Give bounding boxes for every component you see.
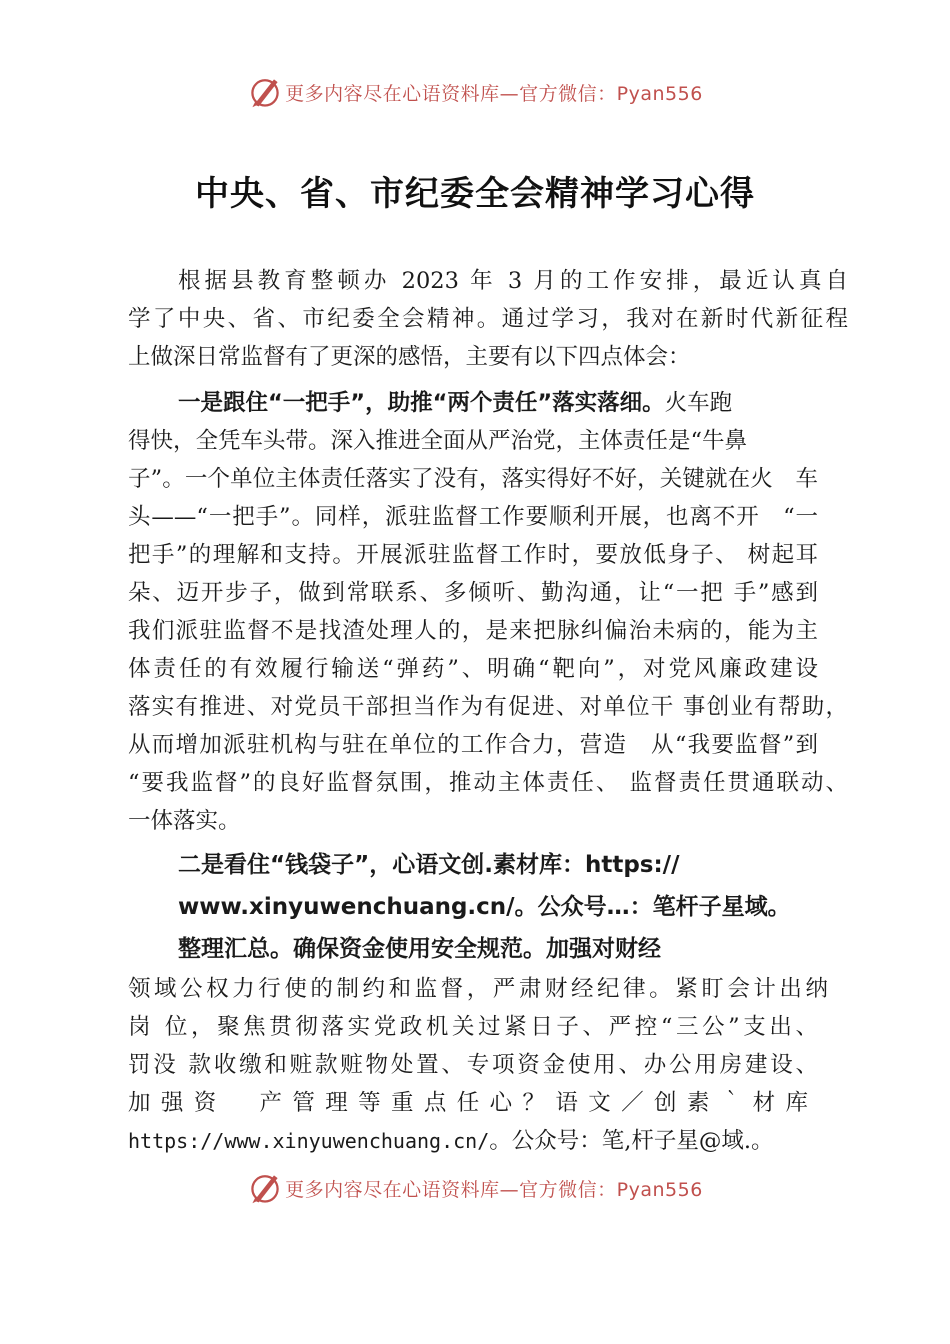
footer-banner [0, 1168, 950, 1208]
point1-line: 把手”的理解和支持。开展派驻监督工作时，要放低身子、 树起耳 [128, 542, 818, 568]
point2-bold-line: 二是看住“钱袋子”，心语文创.素材库：https:// [178, 852, 680, 878]
intro-line: 上做深日常监督有了更深的感悟，主要有以下四点体会： [128, 344, 691, 370]
point1-first-tail: 火车跑 [664, 390, 733, 416]
point2-url: https://www.xinyuwenchuang.cn/ [128, 1129, 490, 1153]
point2-paragraph [128, 844, 848, 1160]
point2-line: 岗 位，聚焦贯彻落实党政机关过紧日子、严控“三公”支出、 [128, 1014, 818, 1040]
point2-url-tail: 。公众号：笔,杆子星@域.。 [489, 1128, 774, 1154]
point2-url-line [128, 1122, 848, 1160]
point2-line: 领域公权力行使的制约和监督，严肃财经纪律。紧盯会计出纳 [128, 976, 828, 1002]
header-banner-text: 更多内容尽在心语资料库—官方微信：Pyan556 [285, 82, 703, 105]
point1-line: 我们派驻监督不是找渣处理人的，是来把脉纠偏治未病的，能为主 [128, 618, 818, 644]
point1-line: 子”。一个单位主体责任落实了没有，落实得好不好，关键就在火 车 [128, 466, 818, 492]
point1-line: 头——“一把手”。同样，派驻监督工作要顺利开展，也离不开 “一 [128, 504, 818, 530]
intro-paragraph [128, 262, 848, 376]
point1-heading: 一是跟住“一把手”，助推“两个责任”落实落细。 [178, 390, 665, 416]
point1-line: 得快，全凭车头带。深入推进全面从严治党，主体责任是“牛鼻 [128, 428, 748, 454]
quill-pen-logo-icon [247, 74, 283, 110]
point1-line: 一体落实。 [128, 808, 241, 834]
quill-pen-logo-icon [247, 1170, 283, 1206]
intro-line: 学了中央、省、市纪委全会精神。通过学习，我对在新时代新征程 [128, 306, 848, 332]
point1-line: 朵、迈开步子，做到常联系、多倾听、勤沟通，让“一把 手”感到 [128, 580, 818, 606]
point2-line: 罚没 款收缴和赃款赃物处置、专项资金使用、办公用房建设、 [128, 1052, 818, 1078]
point1-paragraph [128, 384, 848, 840]
document-title: 中央、省、市纪委全会精神学习心得 [195, 174, 755, 214]
point2-line: 加强资 产管理等重点任心？语文／创素｀材库 [128, 1090, 818, 1116]
point1-line: “要我监督”的良好监督氛围，推动主体责任、 监督责任贯通联动、 [128, 770, 848, 796]
point1-first-line [128, 384, 848, 422]
point1-line: 从而增加派驻机构与驻在单位的工作合力，营造 从“我要监督”到 [128, 732, 818, 758]
intro-line: 根据县教育整顿办 2023 年 3 月的工作安排，最近认真自 [178, 268, 848, 294]
point1-line: 落实有推进、对党员干部担当作为有促进、对单位干 事创业有帮助， [128, 694, 848, 720]
header-banner [0, 72, 950, 112]
point2-bold-line: www.xinyuwenchuang.cn/。公众号…：笔杆子星域。 [178, 894, 791, 920]
point2-bold-line: 整理汇总。确保资金使用安全规范。加强对财经 [178, 936, 661, 962]
point1-line: 体责任的有效履行输送“弹药”、明确“靶向”，对党风廉政建设 [128, 656, 818, 682]
footer-banner-text: 更多内容尽在心语资料库—官方微信：Pyan556 [285, 1178, 703, 1201]
